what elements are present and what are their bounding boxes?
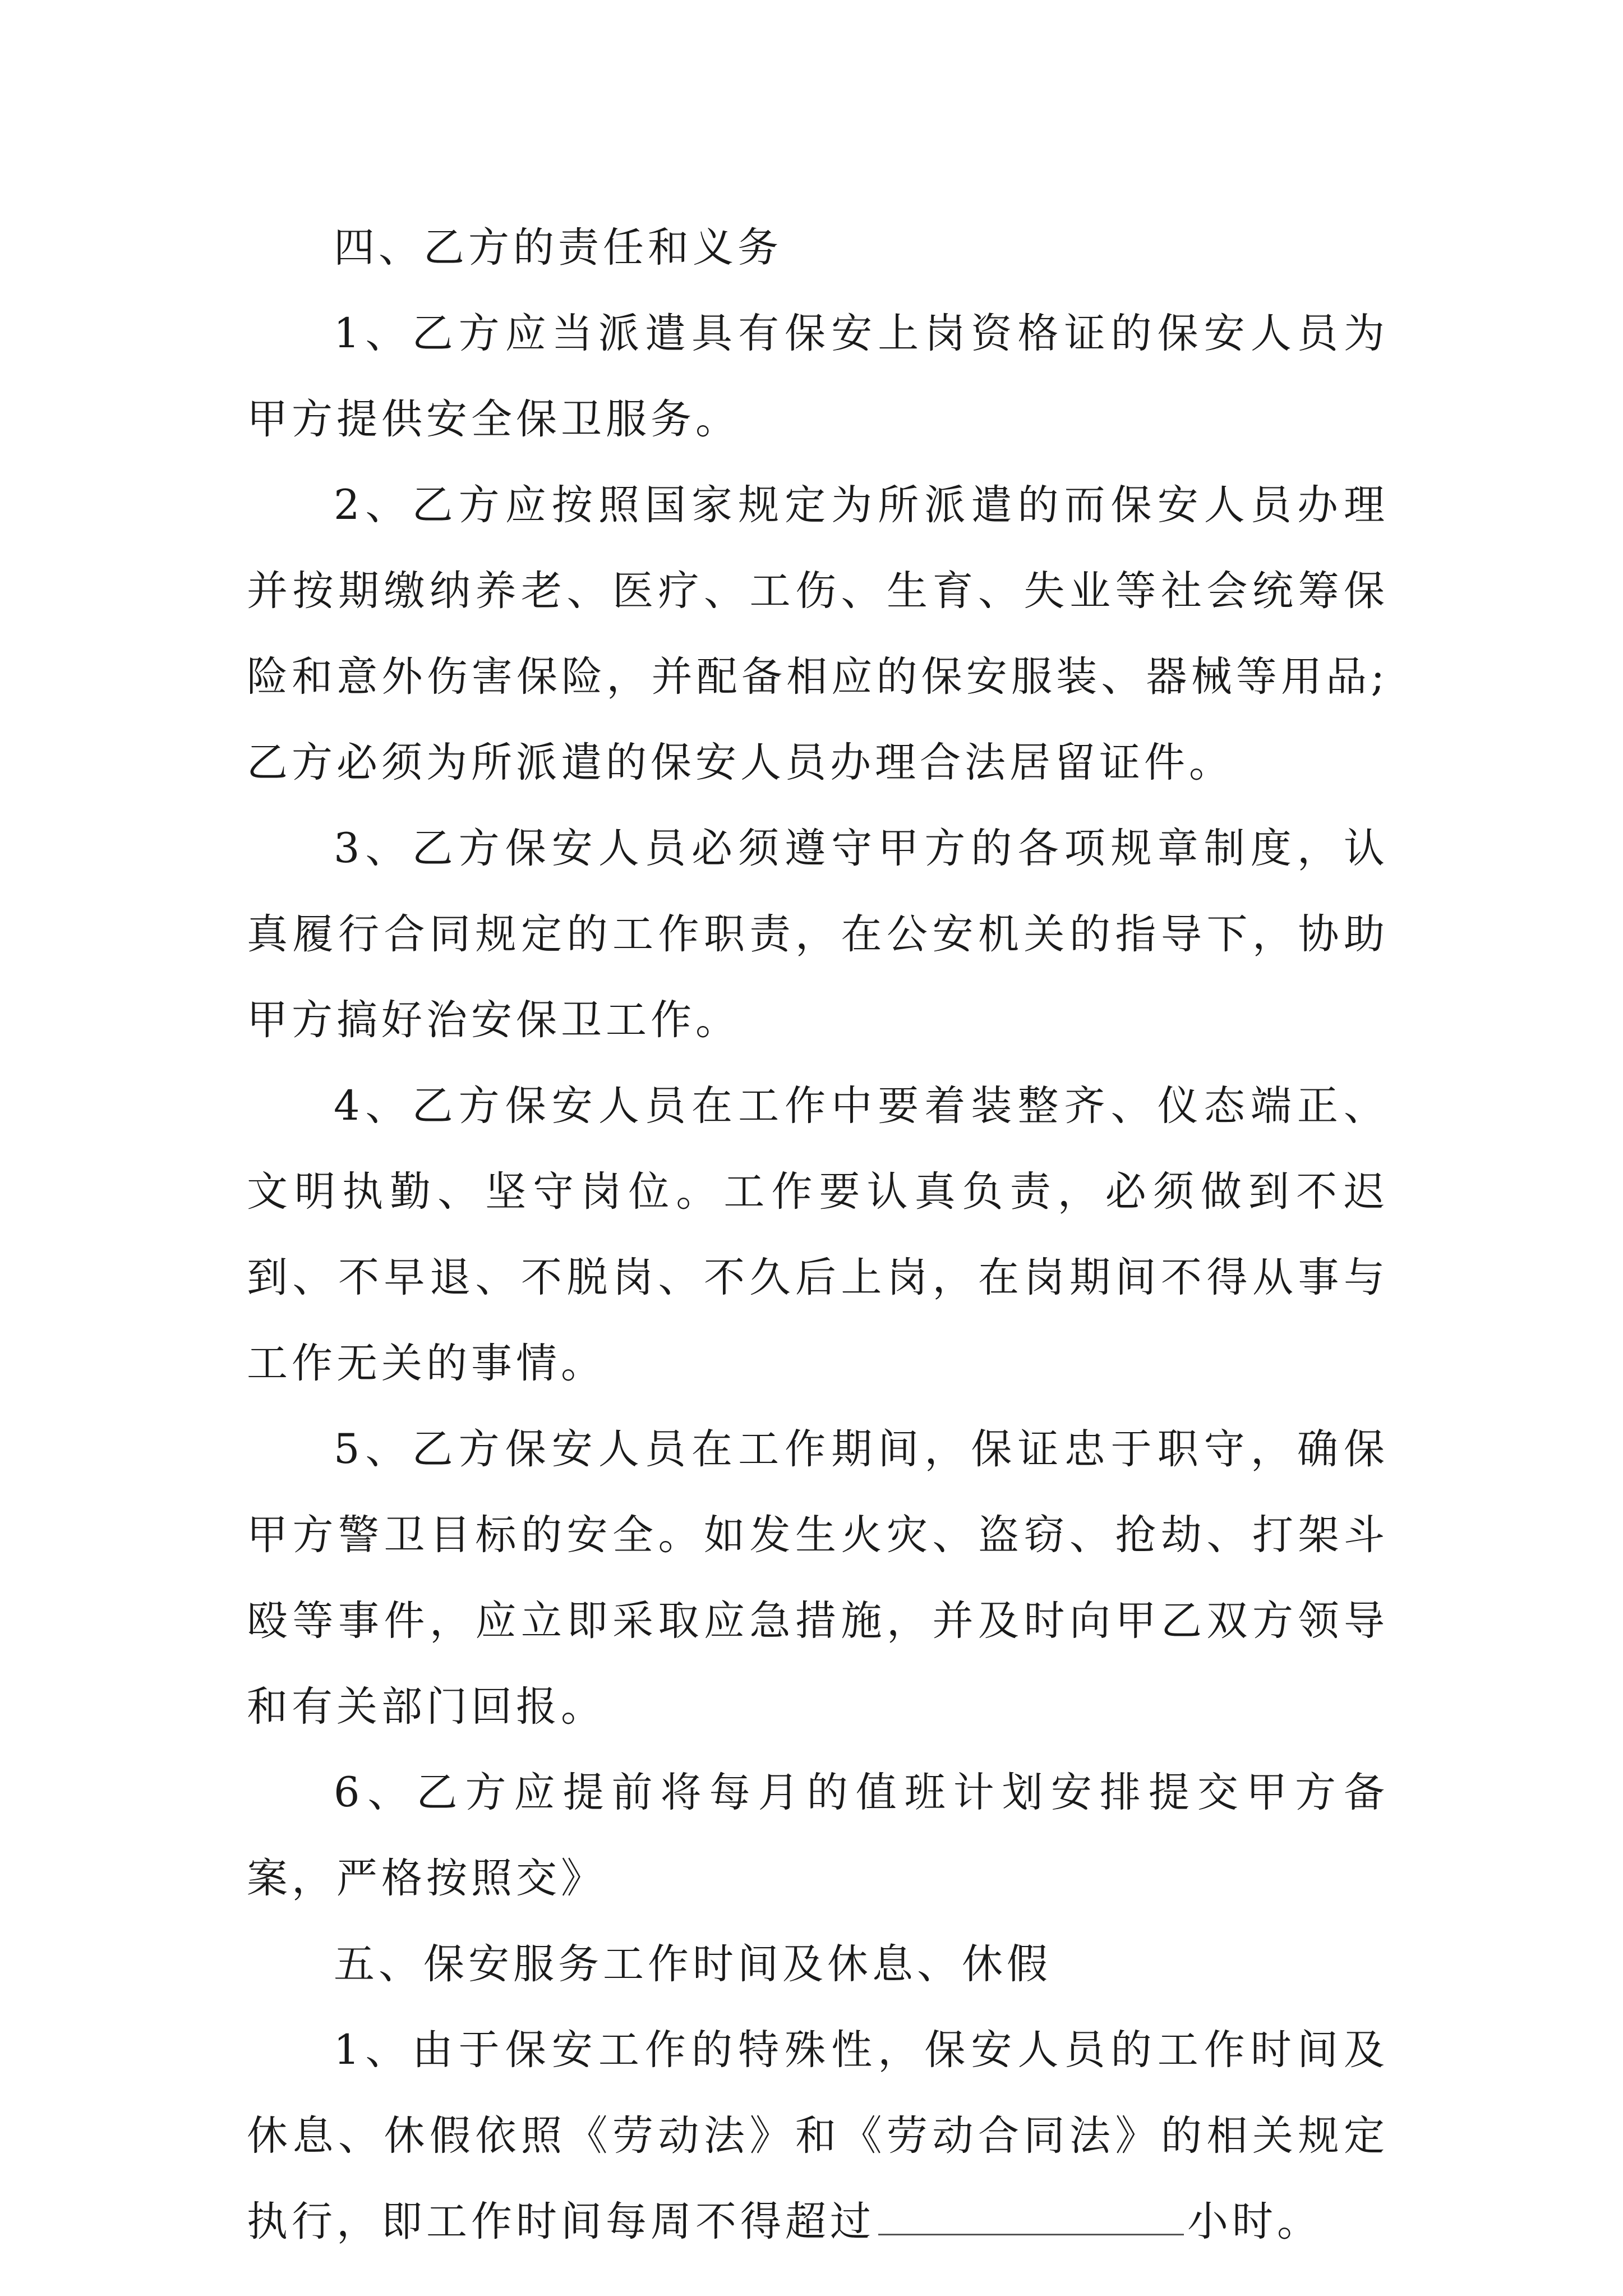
section-4-item-6: 6、乙方应提前将每月的值班计划安排提交甲方备案，严格按照交》 <box>247 1769 1389 1902</box>
section-4-item-4: 4、乙方保安人员在工作中要着装整齐、仪态端正、文明执勤、坚守岗位。工作要认真负责，必须做到不迟到、不早退、不脱岗、不久后上岗，在岗期间不得从事与工作无关的事情。 <box>247 1082 1389 1387</box>
section-5-item-1-suffix: 小时。 <box>1187 2198 1322 2246</box>
section-4-item-1: 1、乙方应当派遣具有保安上岗资格证的保安人员为甲方提供安全保卫服务。 <box>247 310 1389 443</box>
section-5-item-1-text: 1、由于保安工作的特殊性，保安人员的工作时间及休息、休假依照《劳动法》和《劳动合同法》的相关规定执行，即工作时间每周不得超过 <box>247 2026 1389 2246</box>
section-4-item-3: 3、乙方保安人员必须遵守甲方的各项规章制度，认真履行合同规定的工作职责，在公安机关的指导下，协助甲方搞好治安保卫工作。 <box>247 825 1389 1044</box>
section-4-heading: 四、乙方的责任和义务 <box>334 224 782 272</box>
document-body <box>247 205 1389 2265</box>
section-4-item-5: 5、乙方保安人员在工作期间，保证忠于职守，确保甲方警卫目标的安全。如发生火灾、盗窃、抢劫、打架斗殴等事件，应立即采取应急措施，并及时向甲乙双方领导和有关部门回报。 <box>247 1425 1389 1731</box>
section-5-item-1 <box>247 2007 1389 2265</box>
hours-blank-line <box>878 2199 1184 2235</box>
section-5-heading: 五、保安服务工作时间及休息、休假 <box>334 1940 1052 1988</box>
section-4-item-2: 2、乙方应按照国家规定为所派遣的而保安人员办理并按期缴纳养老、医疗、工伤、生育、失业等社会统筹保险和意外伤害保险，并配备相应的保安服装、器械等用品;乙方必须为所派遣的保安人员办理合法居留证件。 <box>247 481 1389 786</box>
